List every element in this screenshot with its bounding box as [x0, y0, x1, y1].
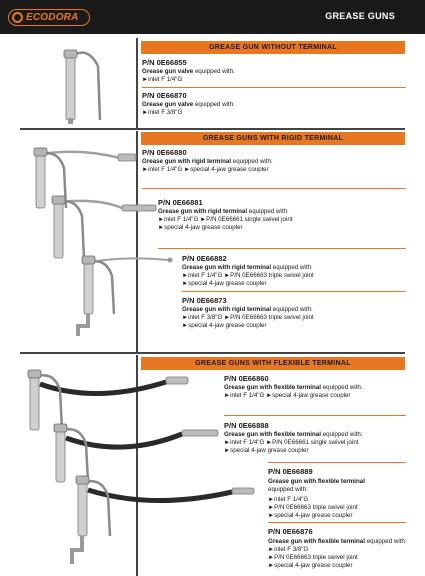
product-name: Grease gun with rigid terminal	[182, 264, 272, 271]
product-spec: ►inlet F 1/4"G ►P/N 0E66661 single swivel joint	[224, 439, 359, 446]
product-desc-rest: equipped with:	[231, 158, 273, 165]
brand-mark-icon	[12, 12, 23, 23]
section-divider	[20, 128, 405, 130]
grease-gun-rigid-triple-swivel-image	[68, 246, 188, 346]
product-description	[224, 431, 363, 439]
product-spec: ►special 4-jaw grease coupler	[268, 512, 353, 519]
product-description	[158, 208, 289, 216]
product-spec: ►inlet F 3/8"G	[142, 109, 183, 116]
product-spec: ►inlet F 1/4"G	[142, 76, 183, 83]
part-number: P/N 0E66860	[224, 374, 269, 383]
grease-gun-valve-image	[58, 46, 108, 126]
product-spec: ►inlet F 1/4"G ►P/N 0E66663 triple swivel joint	[182, 272, 314, 279]
part-number: P/N 0E66888	[224, 421, 269, 430]
product-desc-rest: equipped with:	[364, 538, 407, 545]
page-title: GREASE GUNS	[325, 11, 395, 21]
product-description	[268, 538, 407, 546]
product-spec: ►P/N 0E66663 triple swivel joint	[268, 504, 358, 511]
product-desc-rest: equipped with:	[271, 306, 313, 313]
part-number: P/N 0E66889	[268, 467, 313, 476]
section-title-without-terminal: GREASE GUN WITHOUT TERMINAL	[141, 41, 405, 54]
product-spec: ►inlet F 3/8"G	[268, 546, 309, 553]
part-number: P/N 0E66881	[158, 198, 203, 207]
product-spec: equipped with:	[268, 486, 308, 493]
product-name: Grease gun with flexible terminal	[224, 384, 321, 391]
product-spec: ►special 4-jaw grease coupler	[182, 280, 267, 287]
section-title-rigid-terminal: GREASE GUNS WITH RIGID TERMINAL	[141, 132, 405, 145]
product-spec: ►inlet F 1/4"G	[268, 496, 309, 503]
part-number: P/N 0E66873	[182, 296, 227, 305]
product-separator	[142, 188, 406, 189]
product-name: Grease gun with rigid terminal	[158, 208, 248, 215]
product-spec: ►inlet F 1/4"G ►P/N 0E66661 single swivel joint	[158, 216, 293, 223]
product-desc-rest: equipped with:	[193, 101, 235, 108]
product-name: Grease gun valve	[142, 101, 194, 108]
product-description	[142, 101, 235, 109]
part-number: P/N 0E66880	[142, 148, 187, 157]
brand-logo	[8, 9, 90, 26]
product-separator	[158, 248, 406, 249]
product-name: Grease gun with rigid terminal	[182, 306, 272, 313]
product-desc-rest: equipped with:	[320, 431, 363, 438]
product-separator	[182, 291, 406, 292]
product-spec: ►special 4-jaw grease coupler	[182, 322, 267, 329]
product-description	[182, 264, 313, 272]
product-description	[224, 384, 363, 392]
product-separator	[224, 415, 406, 416]
section-divider	[20, 352, 405, 354]
product-description	[142, 158, 273, 166]
product-spec: ►inlet F 1/4"G ►special 4-jaw grease coupler	[224, 392, 351, 399]
product-name: Grease gun with flexible terminal	[268, 538, 365, 545]
product-spec: ►inlet F 3/8"G ►P/N 0E66663 triple swivel joint	[182, 314, 314, 321]
section-divider-vertical	[136, 38, 138, 130]
product-description	[268, 478, 365, 486]
product-separator	[142, 87, 406, 88]
product-separator	[268, 462, 406, 463]
section-title-flexible-terminal: GREASE GUNS WITH FLEXIBLE TERMINAL	[141, 357, 405, 370]
product-description	[182, 306, 313, 314]
product-name: Grease gun with rigid terminal	[142, 158, 232, 165]
product-desc-rest: equipped with:	[193, 68, 235, 75]
product-spec: ►special 4-jaw grease coupler	[268, 562, 353, 569]
product-spec: ►special 4-jaw grease coupler	[158, 224, 243, 231]
product-name: Grease gun with flexible terminal	[224, 431, 321, 438]
part-number: P/N 0E66870	[142, 91, 187, 100]
product-separator	[268, 522, 406, 523]
product-name: Grease gun with flexible terminal	[268, 478, 365, 485]
brand-name: ECODORA	[26, 12, 79, 23]
part-number: P/N 0E66876	[268, 527, 313, 536]
product-desc-rest: equipped with:	[320, 384, 363, 391]
part-number: P/N 0E66855	[142, 58, 187, 67]
product-spec: ►P/N 0E66663 triple swivel joint	[268, 554, 358, 561]
grease-gun-flexible-triple-swivel-image	[62, 470, 262, 574]
product-spec: ►special 4-jaw grease coupler	[224, 447, 309, 454]
part-number: P/N 0E66882	[182, 254, 227, 263]
product-desc-rest: equipped with:	[271, 264, 313, 271]
product-description	[142, 68, 235, 76]
product-name: Grease gun valve	[142, 68, 194, 75]
product-spec: ►inlet F 1/4"G ►special 4-jaw grease coupler	[142, 166, 269, 173]
product-desc-rest: equipped with:	[247, 208, 289, 215]
page-header	[0, 0, 425, 34]
